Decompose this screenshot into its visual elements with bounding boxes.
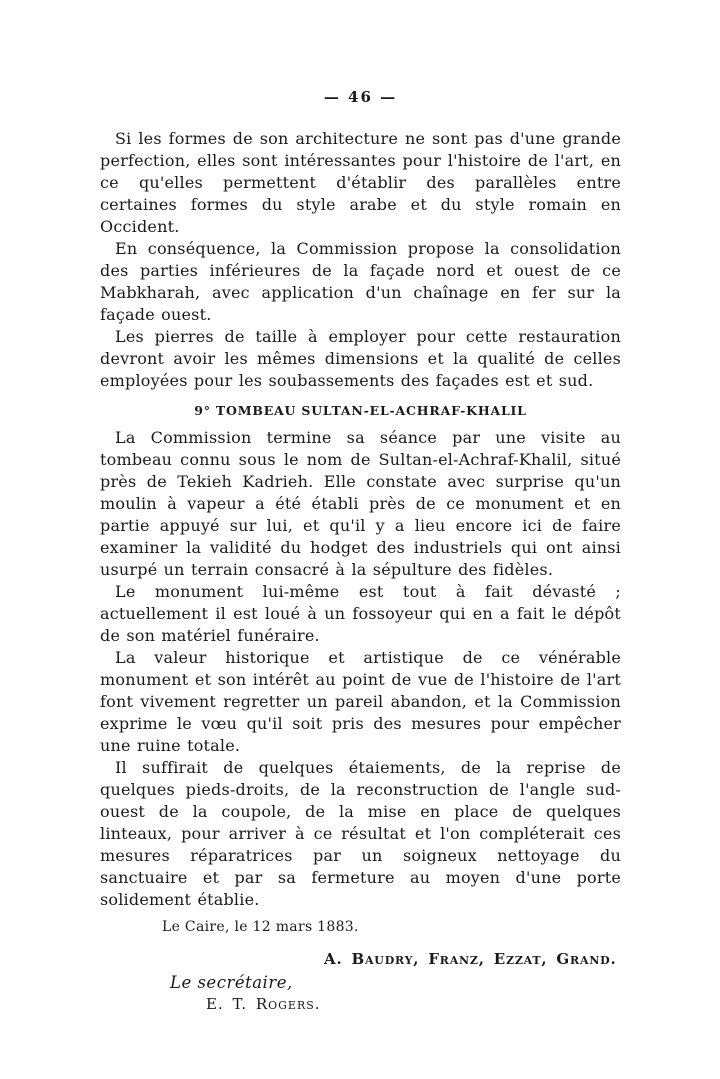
paragraph-visite-tombeau: La Commission termine sa séance par une visite au tombeau connu sous le nom de Sultan-el-Achraf-Khalil, situé près de Tekieh Kadrieh. Elle constate avec surprise qu'un moulin à vapeur a été établi près de ce monument et en partie appuyé sur lui, et qu'il y a lieu encore ici de faire examiner la validité du hodget des industriels qui ont ainsi usurpé un terrain consacré à la sépulture des fidèles. [100,428,621,579]
paragraph-valeur-historique: La valeur historique et artistique de ce vénérable monument et son intérêt au point de vue de l'histoire de l'art font vivement regretter un pareil abandon, et la Commission exprime le vœu qu'il soit pris des mesures pour empêcher une ruine totale. [100,648,621,755]
paragraph-pierres-de-taille: Les pierres de taille à employer pour cette restauration devront avoir les mêmes dimensions et la qualité de celles employées pour les soubassements des façades est et sud. [100,327,621,390]
dateline: Le Caire, le 12 mars 1883. [162,919,359,935]
secretary-title: Le secrétaire, [170,973,293,992]
paragraph-etaiements-reparations: Il suffirait de quelques étaiements, de la reprise de quelques pieds-droits, de la reconstruction de l'angle sud-ouest de la coupole, de la mise en place de quelques linteaux, pour arriver à ce résultat et l'on compléterait ces mesures réparatrices par un soigneux nettoyage du sanctuaire et par sa fermeture au moyen d'une porte solidement établie. [100,758,621,909]
page-number: — 46 — [323,88,398,106]
paragraph-monument-devaste: Le monument lui-même est tout à fait dévasté ; actuellement il est loué à un fossoyeur qui en a fait le dépôt de son matériel funéraire. [100,582,621,645]
paragraph-commission-consolidation: En conséquence, la Commission propose la consolidation des parties inférieures de la façade nord et ouest de ce Mabkharah, avec application d'un chaînage en fer sur la façade ouest. [100,239,621,324]
paragraph-architecture-perfection: Si les formes de son architecture ne sont pas d'une grande perfection, elles sont intéressantes pour l'histoire de l'art, en ce qu'elles permettent d'établir des parallèles entre certaines formes du style arabe et du style romain en Occident. [100,129,621,236]
signatures-line: A. Baudry, Franz, Ezzat, Grand. [324,950,617,968]
section-heading-tombeau: 9° TOMBEAU SULTAN-EL-ACHRAF-KHALIL [194,403,527,418]
secretary-name: E. T. Rogers. [206,995,321,1013]
text-column [100,0,621,1013]
